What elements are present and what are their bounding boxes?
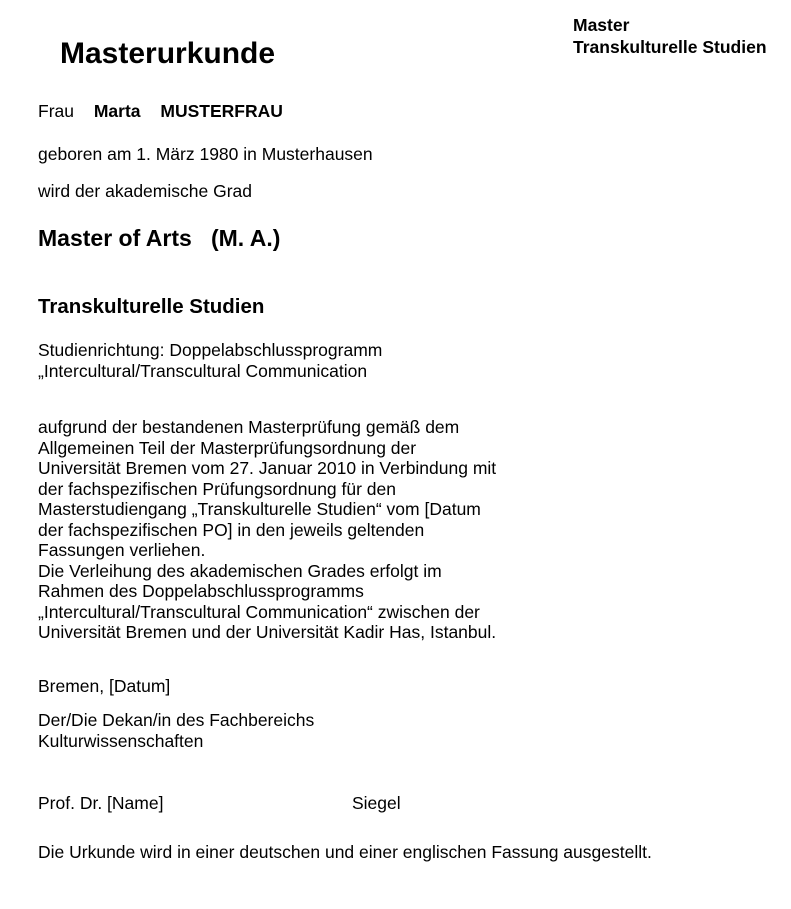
legal-text-line: „Intercultural/Transcultural Communication“ zwischen der <box>38 601 480 622</box>
specialization-line: Studienrichtung: Doppelabschlussprogramm <box>38 340 383 360</box>
legal-text-line: Universität Bremen vom 27. Januar 2010 in Verbindung mit <box>38 458 497 478</box>
dean-line: Der/Die Dekan/in des Fachbereichs <box>38 710 315 730</box>
recipient-last-name: MUSTERFRAU <box>160 101 283 121</box>
specialization-line: „Intercultural/Transcultural Communication <box>38 360 368 381</box>
program-header-degree-type: Master <box>573 15 630 35</box>
program-header <box>573 14 767 58</box>
legal-text-line: der fachspezifischen PO] in den jeweils geltenden <box>38 519 425 540</box>
legal-text-block <box>38 417 496 643</box>
birth-line: geboren am 1. März 1980 in Musterhausen <box>38 144 373 164</box>
legal-text-line: Universität Bremen und der Universität Kadir Has, Istanbul. <box>38 622 497 642</box>
place-date-line: Bremen, [Datum] <box>38 676 171 696</box>
legal-text-line: der fachspezifischen Prüfungsordnung für den <box>38 478 397 499</box>
signature-name: Prof. Dr. [Name] <box>38 793 164 813</box>
program-heading: Transkulturelle Studien <box>38 295 265 318</box>
legal-text-line: Die Verleihung des akademischen Grades erfolgt im <box>38 560 442 581</box>
document-title: Masterurkunde <box>60 37 276 70</box>
specialization-block <box>38 340 382 381</box>
recipient-first-name: Marta <box>93 101 141 121</box>
legal-text-line: Rahmen des Doppelabschlussprogramms <box>38 581 364 601</box>
dean-block <box>38 710 314 751</box>
legal-text-line: Allgemeinen Teil der Masterprüfungsordnung der <box>38 437 417 458</box>
legal-text-line: Fassungen verliehen. <box>38 540 206 560</box>
dean-line: Kulturwissenschaften <box>38 730 204 751</box>
degree-title: Master of Arts (M. A.) <box>38 225 281 251</box>
legal-text-line: Masterstudiengang „Transkulturelle Studien“ vom [Datum <box>38 499 481 519</box>
program-header-program-name: Transkulturelle Studien <box>573 37 767 57</box>
legal-text-line: aufgrund der bestandenen Masterprüfung gemäß dem <box>38 417 460 437</box>
footer-note: Die Urkunde wird in einer deutschen und einer englischen Fassung ausgestellt. <box>38 842 652 862</box>
recipient-salutation: Frau <box>38 101 74 121</box>
seal-label: Siegel <box>352 793 401 813</box>
award-intro-line: wird der akademische Grad <box>38 181 252 201</box>
recipient-name-line <box>38 101 283 122</box>
